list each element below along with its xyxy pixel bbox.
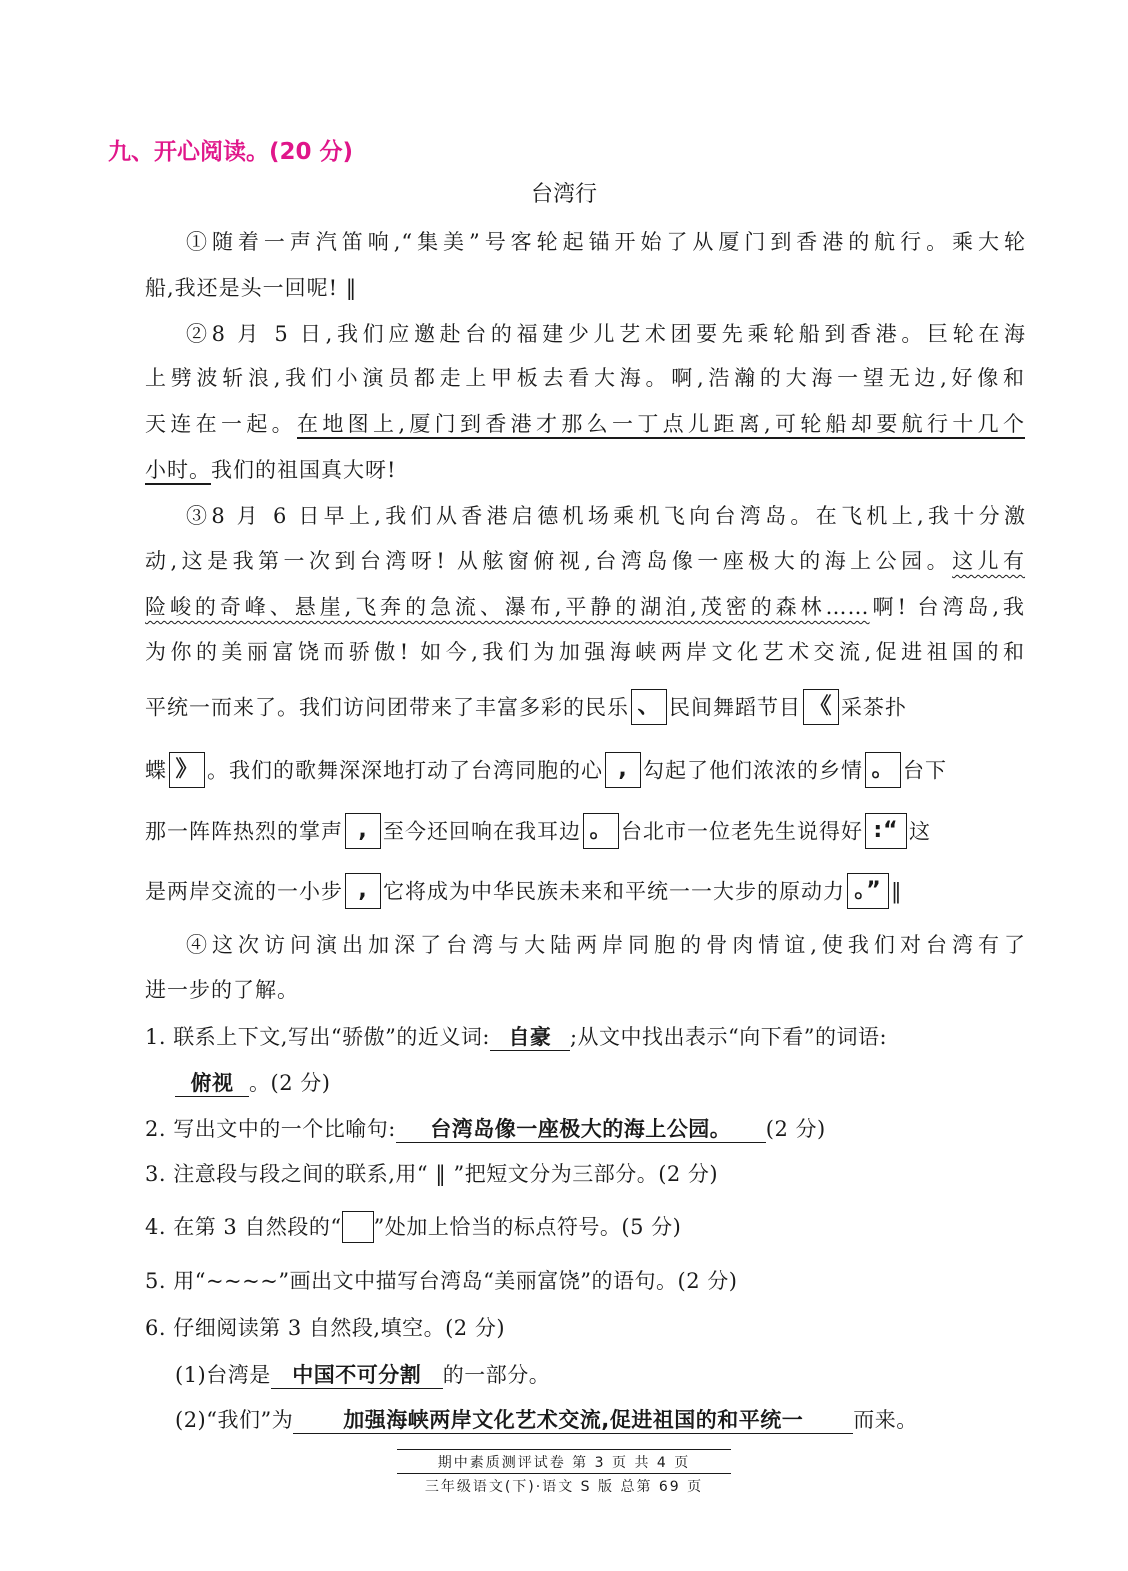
question-1: [145, 1022, 887, 1052]
passage-line: [145, 691, 1025, 727]
text-run: 我们的祖国真大呀!: [211, 458, 397, 482]
punctuation-box[interactable]: ,: [345, 813, 381, 849]
question-4: [145, 1212, 681, 1245]
passage-line: 进一步的了解。: [145, 978, 299, 1002]
text-run: 平统一而来了。我们访问团带来了丰富多彩的民乐: [145, 695, 629, 720]
text-run: 天连在一起。: [145, 412, 297, 436]
question-5: 5. 用“~~~~”画出文中描写台湾岛“美丽富饶”的语句。(2 分): [145, 1269, 738, 1293]
question-6-2: [175, 1405, 918, 1435]
answer-field[interactable]: 加强海峡两岸文化艺术交流,促进祖国的和平统一: [293, 1407, 853, 1434]
passage-line: 上劈波斩浪,我们小演员都走上甲板去看大海。啊,浩瀚的大海一望无边,好像和: [145, 366, 1025, 390]
passage-line: ②8 月 5 日,我们应邀赴台的福建少儿艺术团要先乘轮船到香港。巨轮在海: [186, 322, 1026, 346]
passage-line: [145, 455, 1025, 485]
passage-line: 船,我还是头一回呢! ‖: [145, 276, 358, 300]
passage-line: [145, 815, 1025, 851]
question-text: (2)“我们”为: [175, 1408, 294, 1432]
punctuation-box[interactable]: :“: [865, 813, 907, 849]
answer-field[interactable]: 台湾岛像一座极大的海上公园。: [396, 1116, 766, 1143]
question-text: 而来。: [853, 1408, 918, 1432]
passage-line: [145, 409, 1025, 439]
answer-field[interactable]: 俯视: [175, 1070, 249, 1097]
question-text: 1. 联系上下文,写出“骄傲”的近义词:: [145, 1025, 490, 1049]
text-run: 它将成为中华民族未来和平统一一大步的原动力: [383, 879, 845, 904]
section-title: 九、开心阅读。(20 分): [108, 139, 354, 165]
text-run: 勾起了他们浓浓的乡情: [643, 758, 863, 783]
question-text: ”处加上恰当的标点符号。(5 分): [373, 1215, 682, 1239]
text-run: 台下: [903, 758, 947, 783]
question-text: 4. 在第 3 自然段的“: [145, 1215, 342, 1239]
underlined-sentence: 小时。: [145, 458, 211, 482]
text-run: 台北市一位老先生说得好: [621, 819, 863, 844]
underlined-sentence: 在地图上,厦门到香港才那么一丁点儿距离,可轮船却要航行十几个: [297, 412, 1025, 436]
footer-line-2: 三年级语文(下)·语文 S 版 总第 69 页: [424, 1479, 704, 1495]
text-run: 至今还回响在我耳边: [383, 819, 581, 844]
wavy-underlined-text: 险峻的奇峰、悬崖,飞奔的急流、瀑布,平静的湖泊,茂密的森林……: [145, 595, 870, 619]
text-run: 这: [909, 819, 931, 844]
punctuation-box[interactable]: ,: [345, 873, 381, 909]
passage-line: [145, 592, 1025, 622]
passage-line: 为你的美丽富饶而骄傲! 如今,我们为加强海峡两岸文化艺术交流,促进祖国的和: [145, 640, 1025, 664]
question-2: [145, 1114, 826, 1144]
footer-rule: [397, 1473, 731, 1474]
answer-field[interactable]: 自豪: [490, 1024, 570, 1051]
question-3: 3. 注意段与段之间的联系,用“ ‖ ”把短文分为三部分。(2 分): [145, 1162, 719, 1186]
question-text: (1)台湾是: [175, 1363, 271, 1387]
passage-line: [145, 754, 1025, 790]
text-run: 民间舞蹈节目: [669, 695, 801, 720]
footer-line-1: 期中素质测评试卷 第 3 页 共 4 页: [437, 1455, 691, 1471]
question-6-1: [175, 1360, 550, 1390]
question-text: 2. 写出文中的一个比喻句:: [145, 1117, 396, 1141]
text-run: 是两岸交流的一小步: [145, 879, 343, 904]
text-run: 啊! 台湾岛,我: [869, 595, 1025, 619]
question-text: 的一部分。: [442, 1363, 551, 1387]
punctuation-box[interactable]: 。”: [847, 873, 889, 909]
punctuation-box[interactable]: 、: [631, 689, 667, 725]
passage-title: 台湾行: [530, 182, 597, 207]
question-text: 。(2 分): [249, 1071, 331, 1095]
punctuation-box[interactable]: 《: [803, 689, 839, 725]
punctuation-box[interactable]: 。: [583, 813, 619, 849]
passage-line: [145, 875, 1025, 911]
example-box: [342, 1211, 374, 1243]
text-run: 蝶: [145, 758, 167, 783]
passage-line: ④这次访问演出加深了台湾与大陆两岸同胞的骨肉情谊,使我们对台湾有了: [186, 933, 1026, 957]
question-text: ;从文中找出表示“向下看”的词语:: [569, 1025, 888, 1049]
passage-line: [145, 546, 1025, 576]
text-run: 那一阵阵热烈的掌声: [145, 819, 343, 844]
passage-line: ③8 月 6 日早上,我们从香港启德机场乘机飞向台湾岛。在飞机上,我十分激: [186, 504, 1026, 528]
text-run: 。我们的歌舞深深地打动了台湾同胞的心: [207, 758, 603, 783]
answer-field[interactable]: 中国不可分割: [271, 1362, 443, 1389]
question-text: (2 分): [765, 1117, 826, 1141]
punctuation-box[interactable]: 》: [169, 752, 205, 788]
text-run: 动,这是我第一次到台湾呀! 从舷窗俯视,台湾岛像一座极大的海上公园。: [145, 549, 953, 573]
question-6: 6. 仔细阅读第 3 自然段,填空。(2 分): [145, 1316, 506, 1340]
punctuation-box[interactable]: ,: [605, 752, 641, 788]
passage-line: ①随着一声汽笛响,“集美”号客轮起锚开始了从厦门到香港的航行。乘大轮: [186, 230, 1026, 254]
punctuation-box[interactable]: 。: [865, 752, 901, 788]
section-divider-mark: ‖: [891, 879, 903, 904]
text-run: 采茶扑: [841, 695, 907, 720]
footer-rule: [397, 1449, 731, 1450]
question-1-cont: [175, 1068, 330, 1098]
wavy-underlined-text: 这儿有: [952, 549, 1026, 573]
